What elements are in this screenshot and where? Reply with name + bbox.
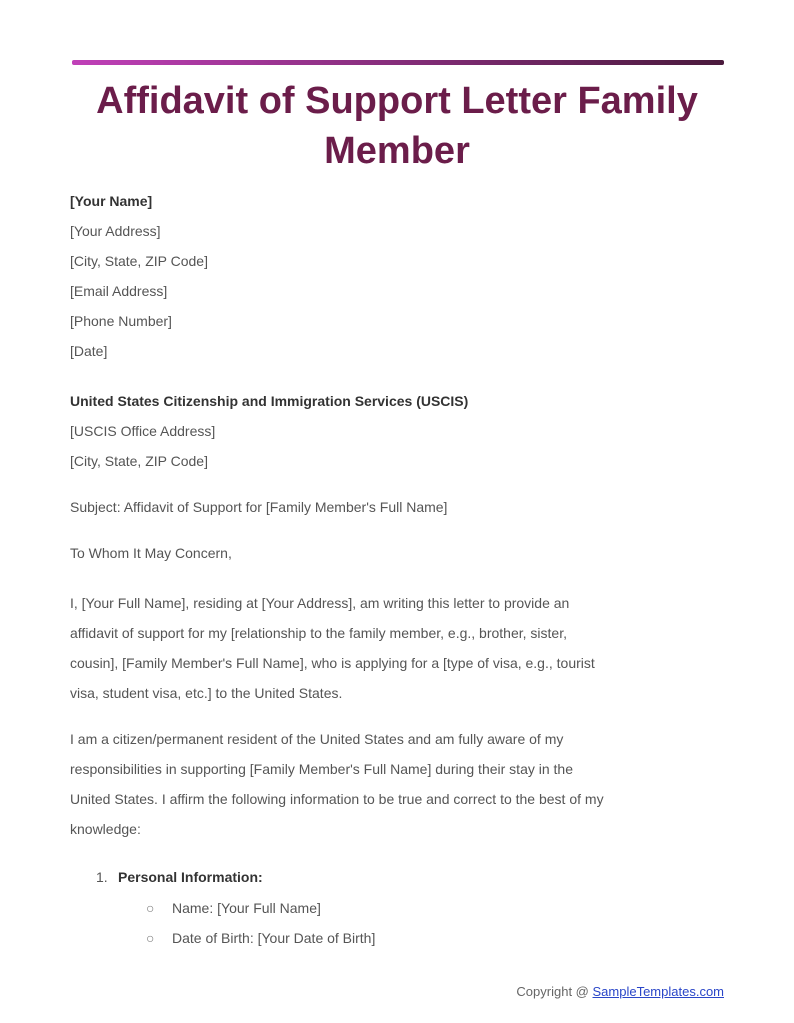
- sender-phone: [Phone Number]: [70, 313, 172, 329]
- sub-list-item: [146, 893, 321, 923]
- paragraph-line: I am a citizen/permanent resident of the United States and am fully aware of my: [70, 731, 564, 747]
- paragraph-line: knowledge:: [70, 821, 141, 837]
- copyright-link[interactable]: SampleTemplates.com: [592, 984, 724, 999]
- paragraph-line: responsibilities in supporting [Family Member's Full Name] during their stay in the: [70, 761, 573, 777]
- sender-name: [Your Name]: [70, 193, 153, 209]
- sender-city-state-zip: [City, State, ZIP Code]: [70, 253, 208, 269]
- salutation: To Whom It May Concern,: [70, 545, 232, 561]
- document-title: Affidavit of Support Letter Family Member: [96, 80, 698, 172]
- sender-block: [70, 186, 730, 366]
- recipient-block: [70, 386, 730, 476]
- list-heading: Personal Information:: [118, 869, 263, 885]
- copyright-prefix: Copyright @: [516, 984, 589, 999]
- list-number: 1.: [96, 869, 108, 885]
- sub-item-text: Date of Birth: [Your Date of Birth]: [172, 930, 376, 946]
- salutation-block: [70, 538, 730, 568]
- recipient-city-state-zip: [City, State, ZIP Code]: [70, 453, 208, 469]
- sender-address: [Your Address]: [70, 223, 161, 239]
- body-paragraph-2: [70, 724, 730, 844]
- list-item-personal-information: [96, 862, 263, 892]
- paragraph-line: cousin], [Family Member's Full Name], who is applying for a [type of visa, e.g., tourist: [70, 655, 595, 671]
- paragraph-line: affidavit of support for my [relationship to the family member, e.g., brother, sister,: [70, 625, 567, 641]
- header-rule: [72, 60, 724, 65]
- paragraph-line: I, [Your Full Name], residing at [Your Address], am writing this letter to provide an: [70, 595, 570, 611]
- paragraph-line: visa, student visa, etc.] to the United States.: [70, 685, 343, 701]
- recipient-address: [USCIS Office Address]: [70, 423, 216, 439]
- subject-block: [70, 492, 730, 522]
- sender-date: [Date]: [70, 343, 108, 359]
- recipient-organization: United States Citizenship and Immigration Services (USCIS): [70, 393, 469, 409]
- sub-list-item: [146, 923, 375, 953]
- paragraph-line: United States. I affirm the following information to be true and correct to the best of my: [70, 791, 604, 807]
- body-paragraph-1: [70, 588, 730, 708]
- sender-email: [Email Address]: [70, 283, 168, 299]
- subject-line: Subject: Affidavit of Support for [Family Member's Full Name]: [70, 499, 448, 515]
- sub-item-text: Name: [Your Full Name]: [172, 900, 321, 916]
- hollow-circle-bullet-icon: ○: [146, 900, 155, 916]
- footer-copyright: [516, 980, 724, 1004]
- hollow-circle-bullet-icon: ○: [146, 930, 155, 946]
